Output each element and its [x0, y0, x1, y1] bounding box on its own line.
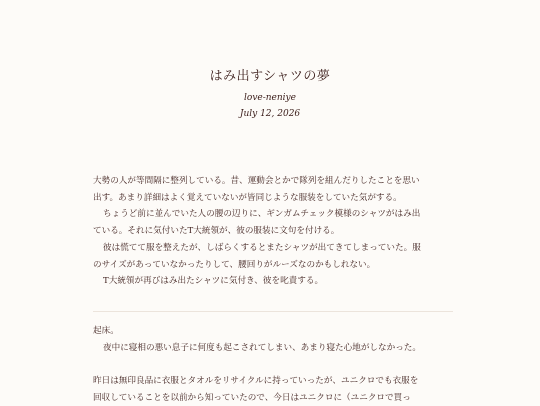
paragraph-line: 回収していることを以前から知っていたので、今日はユニクロに（ユニクロで買っ — [93, 392, 411, 403]
paragraph-line: 大勢の人が等間隔に整列している。昔、運動会とかで隊列を組んだりしたことを思い — [93, 176, 420, 186]
post-date: July 12, 2026 — [239, 109, 301, 119]
paragraph-line: 彼は慌てて服を整えたが、しばらくするとまたシャツが出てきてしまっていた。服 — [103, 242, 421, 253]
paragraph-line: ている。それに気付いたT大統領が、彼の服装に文句を付ける。 — [93, 226, 340, 237]
dream-section — [93, 173, 453, 290]
section-divider — [93, 311, 453, 312]
paragraph-line: ちょうど前に並んでいた人の腰の辺りに、ギンガムチェック模様のシャツがはみ出 — [103, 209, 421, 220]
diary-section — [93, 373, 453, 406]
paragraph-line: 昨日は無印良品に衣服とタオルをリサイクルに持っていったが、ユニクロでも衣服を — [93, 376, 419, 386]
wake-section — [93, 323, 453, 356]
author-name: love-neniye — [244, 93, 296, 103]
paragraph-line: T大統領が再びはみ出たシャツに気付き、彼を叱責する。 — [103, 276, 324, 287]
document-title: はみ出すシャツの夢 — [209, 69, 331, 84]
paragraph-line: 出す。あまり詳細はよく覚えていないが皆同じような服装をしていた気がする。 — [93, 192, 402, 203]
paragraph-line: のサイズがあっていなかったりして、腰回りがルーズなのかもしれない。 — [93, 259, 376, 270]
paragraph-line: 起床。 — [93, 326, 119, 336]
paragraph-line: 夜中に寝相の悪い息子に何度も起こされてしまい、あまり寝た心地がしなかった。 — [103, 342, 421, 353]
